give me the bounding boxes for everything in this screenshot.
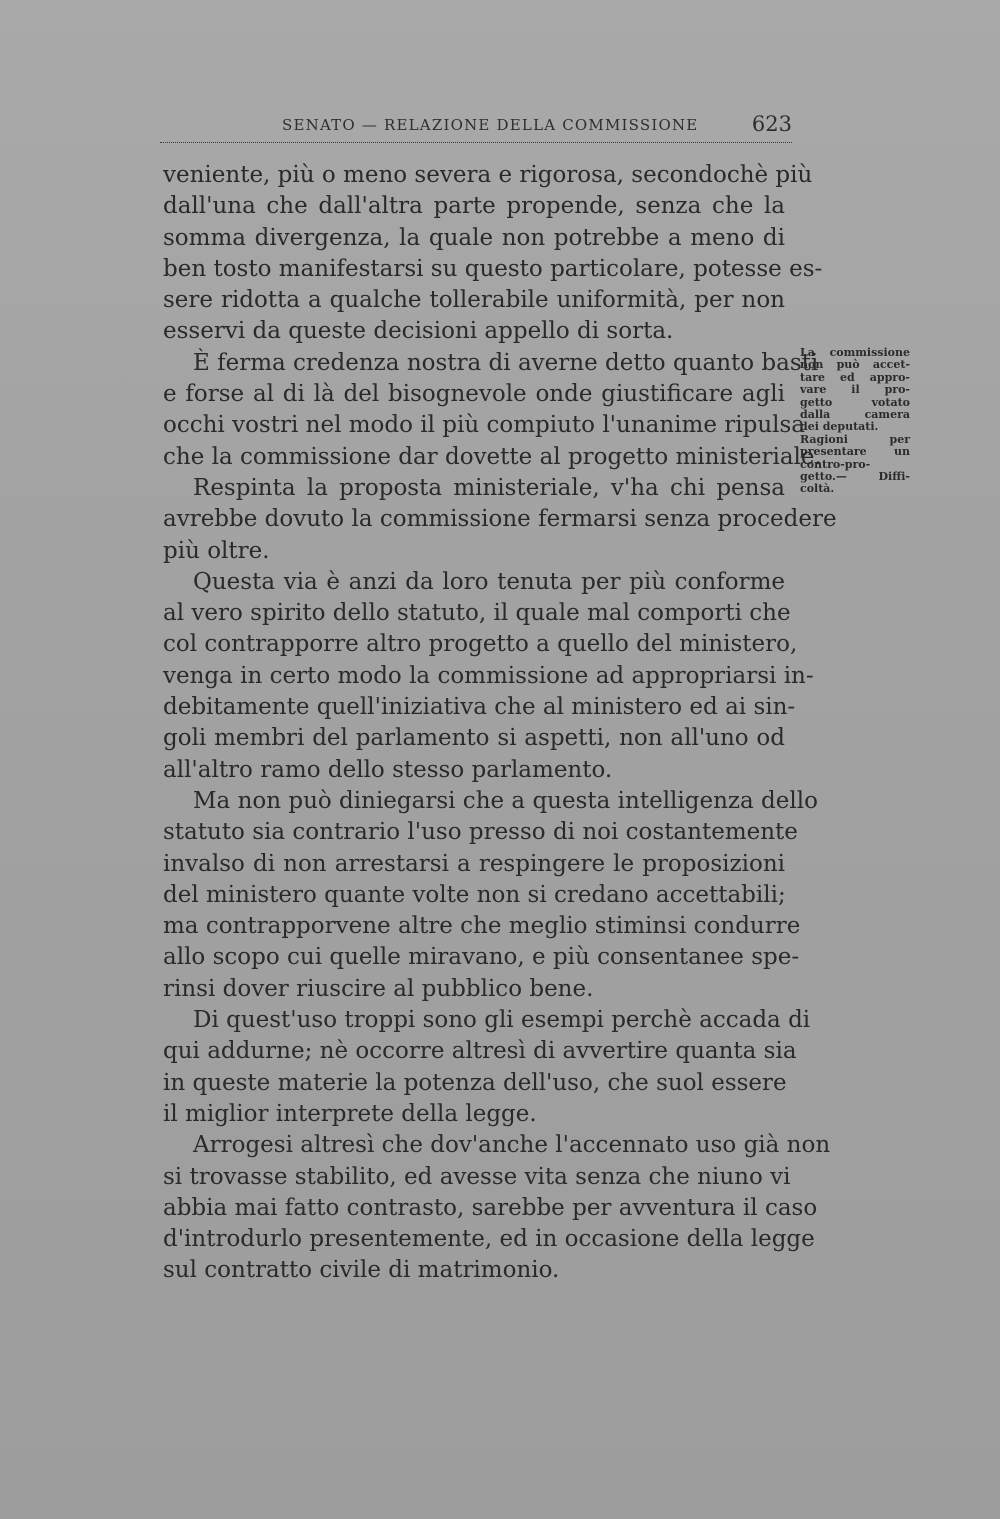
- text-line: si trovasse stabilito, ed avesse vita senza che niuno vi: [163, 1163, 791, 1190]
- text-line: avrebbe dovuto la commissione fermarsi senza procedere: [163, 506, 837, 533]
- text-line: col contrapporre altro progetto a quello del ministero,: [163, 631, 798, 658]
- text-line: qui addurne; nè occorre altresì di avvertire quanta sia: [163, 1038, 797, 1065]
- text-line: del ministero quante volte non si credano accettabili;: [163, 881, 786, 908]
- text-line: goli membri del parlamento si aspetti, non all'uno od: [163, 725, 785, 752]
- text-line: venga in certo modo la commissione ad appropriarsi in-: [163, 662, 814, 689]
- text-line: È ferma credenza nostra di averne detto quanto basti: [193, 349, 819, 376]
- margin-note-line: coltà.: [800, 482, 835, 496]
- text-line: Questa via è anzi da loro tenuta per più conforme: [193, 568, 785, 595]
- text-line: debitamente quell'iniziativa che al ministero ed ai sin-: [163, 694, 796, 721]
- text-line: Di quest'uso troppi sono gli esempi perchè accada di: [193, 1007, 811, 1034]
- margin-note-line: non può accet-: [800, 358, 910, 372]
- text-line: Arrogesi altresì che dov'anche l'accennato uso già non: [193, 1132, 831, 1159]
- text-line: in queste materie la potenza dell'uso, che suol essere: [163, 1069, 787, 1096]
- text-line: occhi vostri nel modo il più compiuto l'unanime ripulsa: [163, 412, 806, 439]
- margin-note-line: Ragioni per: [800, 432, 910, 446]
- text-line: all'altro ramo dello stesso parlamento.: [163, 756, 613, 783]
- text-line: abbia mai fatto contrasto, sarebbe per avventura il caso: [163, 1194, 818, 1221]
- text-line: che la commissione dar dovette al progetto ministeriale.: [163, 443, 822, 470]
- margin-note-line: dalla camera: [800, 408, 910, 422]
- text-line: esservi da queste decisioni appello di sorta.: [163, 318, 674, 345]
- text-line: al vero spirito dello statuto, il quale mal comporti che: [163, 600, 791, 627]
- text-line: Respinta la proposta ministeriale, v'ha chi pensa: [193, 474, 785, 501]
- text-line: Ma non può diniegarsi che a questa intelligenza dello: [193, 787, 818, 814]
- margin-note-line: tare ed appro-: [800, 370, 910, 384]
- text-line: dall'una che dall'altra parte propende, senza che la: [163, 193, 785, 220]
- text-line: sul contratto civile di matrimonio.: [163, 1257, 560, 1284]
- text-line: ma contrapporvene altre che meglio stiminsi condurre: [163, 913, 801, 940]
- running-head: SENATO — RELAZIONE DELLA COMMISSIONE: [282, 116, 699, 134]
- text-line: il miglior interprete della legge.: [163, 1100, 537, 1127]
- margin-note-line: contro-pro-: [800, 457, 871, 471]
- page-number: 623: [751, 112, 792, 136]
- text-line: più oltre.: [163, 537, 270, 564]
- margin-note-line: getto votato: [800, 395, 910, 409]
- text-line: rinsi dover riuscire al pubblico bene.: [163, 975, 594, 1002]
- text-line: statuto sia contrario l'uso presso di noi costantemente: [163, 819, 798, 846]
- text-line: somma divergenza, la quale non potrebbe a meno di: [163, 224, 785, 251]
- text-line: sere ridotta a qualche tollerabile uniformità, per non: [163, 287, 785, 314]
- text-line: veniente, più o meno severa e rigorosa, secondochè più: [163, 162, 813, 188]
- margin-note-line: La commissione: [800, 346, 910, 359]
- margin-note-line: presentare un: [800, 445, 910, 459]
- text-line: invalso di non arrestarsi a respingere le proposizioni: [163, 850, 785, 877]
- text-line: ben tosto manifestarsi su questo particolare, potesse es-: [163, 255, 823, 282]
- header-rule: [160, 142, 792, 143]
- margin-note-line: dei deputati.: [800, 420, 879, 434]
- margin-note-line: vare il pro-: [800, 383, 910, 397]
- text-line: e forse al di là del bisognevole onde giustificare agli: [163, 381, 785, 408]
- text-line: allo scopo cui quelle miravano, e più consentanee spe-: [163, 944, 800, 971]
- margin-note-line: getto.— Diffi-: [800, 470, 910, 484]
- margin-note: [800, 347, 910, 496]
- text-line: d'introdurlo presentemente, ed in occasione della legge: [163, 1226, 815, 1253]
- page-header: [282, 112, 792, 138]
